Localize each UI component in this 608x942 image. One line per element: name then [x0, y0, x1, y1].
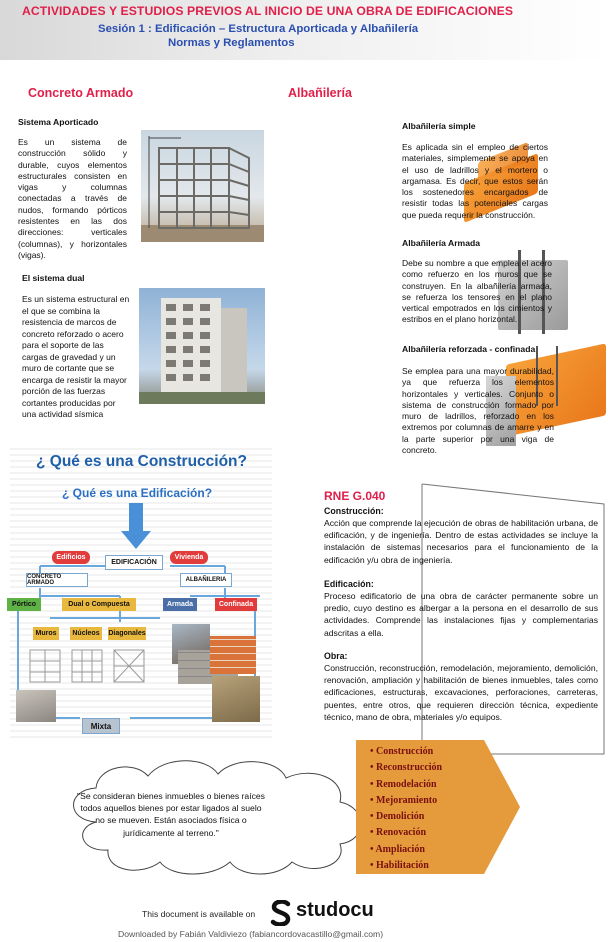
down-arrow-icon	[121, 503, 151, 549]
arrow-list-item: • Reconstrucción	[370, 762, 443, 774]
structure-sketches	[26, 646, 150, 686]
simple-title: Albañilería simple	[402, 121, 476, 131]
rne-obra-text: Construcción, reconstrucción, remodelación, mejoramiento, demolición, renovación, ampliación y habilitación de bienes inmuebles, tales como edificaciones, estructuras, excavaciones, perforaciones, carreteras, puentes, entre otros, que requieren dirección técnica, expediente técnico, mano de obra, materiales y/o equipos.	[324, 663, 598, 722]
document-title: ACTIVIDADES Y ESTUDIOS PREVIOS AL INICIO DE UNA OBRA DE EDIFICACIONES	[22, 4, 514, 18]
arrow-list-item: • Mejoramiento	[370, 794, 438, 806]
arrow-list-item: • Demolición	[370, 811, 425, 823]
diagonales-box: Diagonales	[108, 627, 146, 640]
simple-text: Es aplicada sin el empleo de ciertos materiales, simplemente se apoya en el uso de ladrillos y el mortero o argamasa. Es decir, que estos serán los sostenedores encargados de resistir todas las potenciales cargas que pueda requerir la construcción.	[402, 142, 548, 220]
concreto-armado-box: CONCRETO ARMADO	[26, 573, 88, 587]
confinada-title: Albañilería reforzada - confinada	[402, 344, 536, 354]
nucleos-box: Núcleos	[70, 627, 102, 640]
armada-box: Armada	[163, 598, 197, 611]
portico-box: Pórtico	[7, 598, 41, 611]
rne-construccion-text: Acción que comprende la ejecución de obras de habilitación urbana, de edificación, y de ingeniería. Dentro de estas actividades se incluye la instalación de sistemas necesarios para el funcionamiento de la edificación y/u obra de ingeniería.	[324, 518, 598, 565]
arrow-list	[370, 744, 442, 874]
rne-edificacion-title: Edificación:	[324, 579, 374, 589]
confinada-text: Se emplea para una mayor durabilidad, ya que refuerza los elementos horizontales y verticales. Conjunto o sistema de construcción formado por muro de ladrillos, reforzado en los extremos por columnas de amarre y en la parte superior por una viga de concreto.	[402, 366, 554, 456]
footer-downloaded-text: Downloaded by Fabián Valdiviezo (fabiancordovacastillo@gmail.com)	[118, 929, 384, 939]
rne-edificacion-text: Proceso edificatorio de una obra de carácter permanente sobre un predio, cuyo destino es albergar a la persona en el desarrollo de sus actividades. Comprende las instalaciones fijas y complementarias adscritas a ella.	[324, 591, 598, 638]
aporticado-text: Es un sistema de construcción sólido y durable, cuyos elementos estructurales consisten en vigas y columnas conectadas a través de nudos, formando pórticos resistentes en las dos direcciones: verticales (columnas), y horizontales (vigas).	[18, 137, 127, 260]
rne-obra-title: Obra:	[324, 651, 348, 661]
mixta-box: Mixta	[82, 718, 120, 734]
aporticado-building-photo	[141, 130, 264, 242]
rne-construccion-title: Construcción:	[324, 506, 384, 516]
albanileria-box: ALBAÑILERIA	[180, 573, 232, 587]
arrow-list-item: • Habilitación	[370, 860, 429, 872]
question-construccion: ¿ Qué es una Construcción?	[36, 453, 247, 470]
albanileria-heading: Albañilería	[288, 86, 352, 100]
arrow-list-item: • Remodelación	[370, 778, 437, 790]
arrow-list-item: • Construcción	[370, 746, 434, 757]
armada-text: Debe su nombre a que emplea el acero como refuerzo en los muros que se construyen. En la albañilería armada, se refuerza los tensores en el plano vertical empotrados en los cimientos y estribos en el plano horizontal.	[402, 258, 552, 325]
studocu-logo-icon[interactable]	[270, 900, 292, 926]
edificacion-box: EDIFICACIÓN	[105, 555, 163, 570]
mason-photo	[212, 676, 260, 722]
question-edificacion: ¿ Qué es una Edificación?	[62, 486, 213, 500]
studocu-brand[interactable]: studocu	[296, 899, 374, 921]
armada-title: Albañilería Armada	[402, 238, 481, 248]
mixed-building-photo	[16, 690, 56, 722]
session-title: Sesión 1 : Edificación – Estructura Aporticada y Albañilería	[98, 23, 419, 35]
muros-box: Muros	[33, 627, 59, 640]
aporticado-title: Sistema Aporticado	[18, 117, 99, 127]
arrow-list-item: • Ampliación	[370, 843, 425, 855]
dual-box: Dual o Compuesta	[62, 598, 136, 611]
edificios-cloud: Edificios	[52, 551, 90, 564]
rne-heading: RNE G.040	[324, 489, 386, 503]
confinada-box: Confinada	[215, 598, 257, 611]
dual-title: El sistema dual	[22, 273, 85, 283]
arrow-list-item: • Renovación	[370, 827, 427, 839]
cloud-quote: "Se consideran bienes inmuebles o bienes raíces todos aquellos bienes por estar ligados al suelo no se mueven. Están asociados física o jurídicamente al terreno."	[77, 791, 265, 838]
concreto-heading: Concreto Armado	[28, 86, 134, 100]
dual-text: Es un sistema estructural en el que se combina la resistencia de marcos de concreto reforzado o acero para el soporte de las cargas de gravedad y un muro de cortante que se encarga de resistir la mayor porción de las fuerzas cortantes producidas por una actividad sísmica	[22, 294, 130, 419]
vivienda-cloud: Vivienda	[170, 551, 208, 564]
footer-available-text: This document is available on	[142, 909, 256, 919]
dual-building-photo	[139, 288, 265, 404]
brick-wall-photo	[210, 636, 256, 674]
session-subtitle: Normas y Reglamentos	[168, 37, 295, 49]
